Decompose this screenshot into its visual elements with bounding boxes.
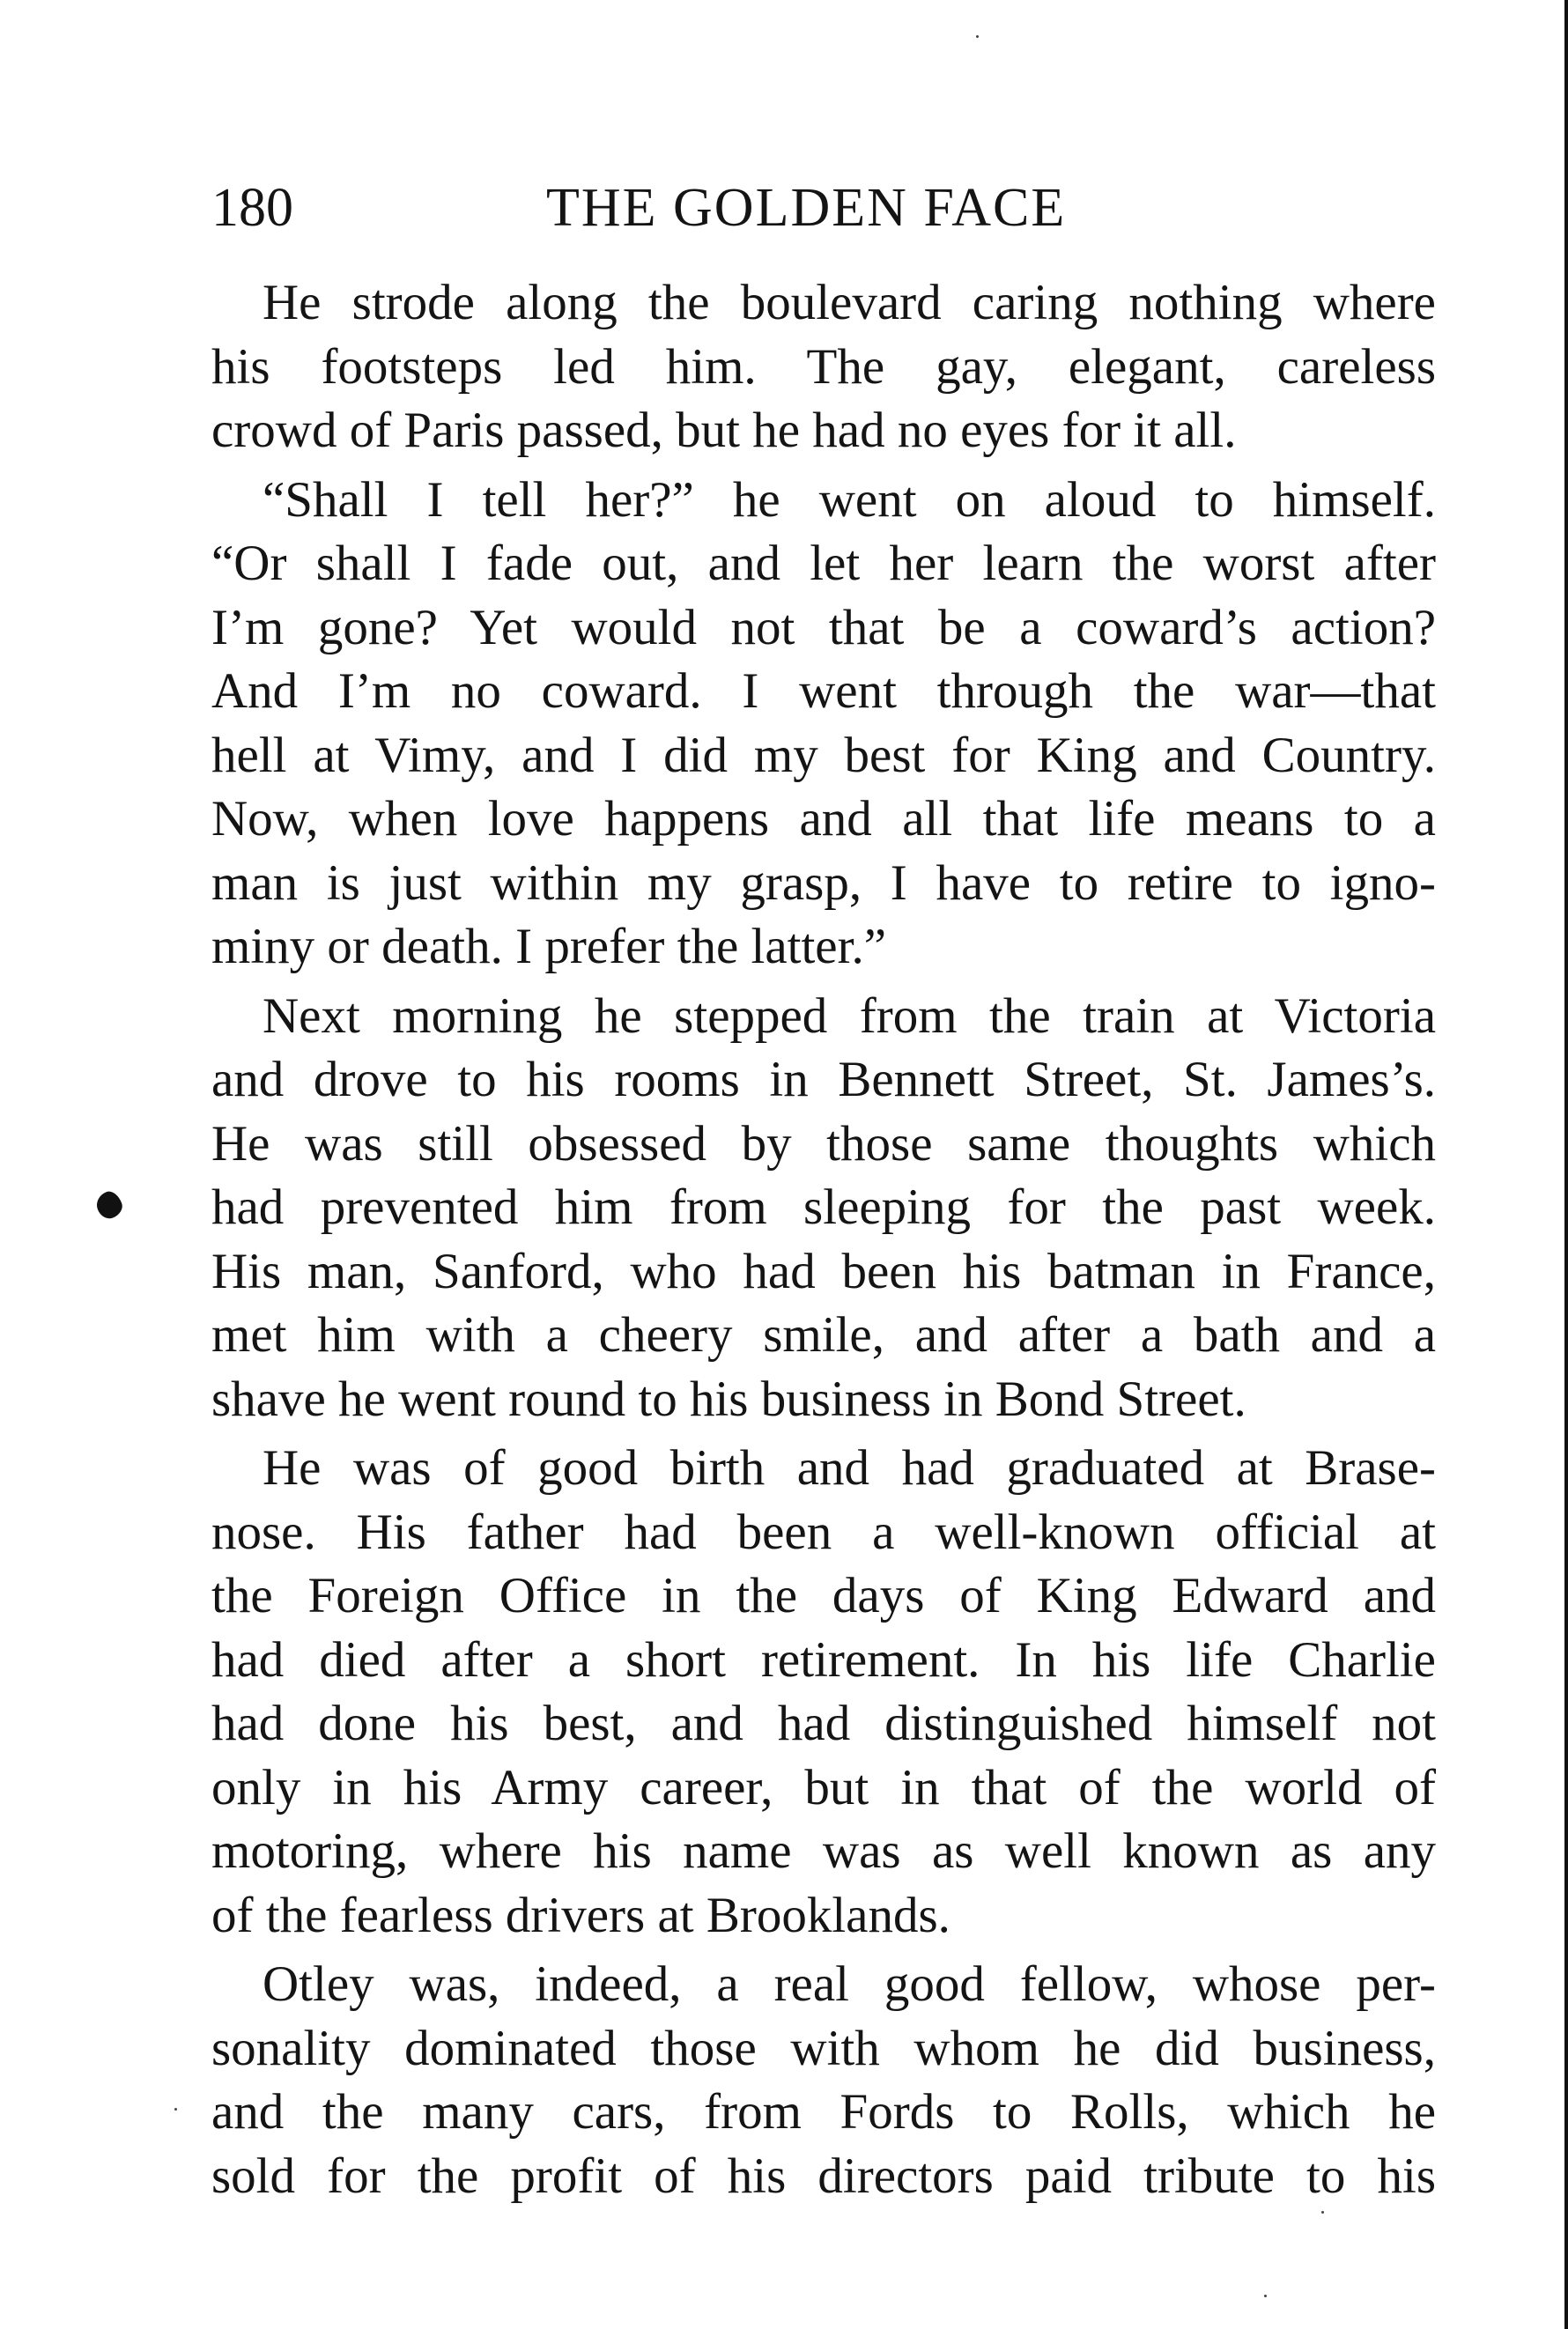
body-text <box>211 271 1436 2214</box>
text-line: nose. His father had been a well-known official at <box>211 1504 1436 1560</box>
text-line: He strode along the boulevard caring nothing where <box>263 275 1436 330</box>
text-line: and drove to his rooms in Bennett Street, St. James’s. <box>211 1052 1436 1107</box>
text-line: miny or death. I prefer the latter.” <box>211 919 886 974</box>
text-line: had died after a short retirement. In his life Charlie <box>211 1631 1436 1688</box>
text-line: of the fearless drivers at Brooklands. <box>211 1887 950 1943</box>
paper-speck <box>174 2108 177 2111</box>
paper-speck <box>976 35 979 38</box>
text-line: man is just within my grasp, I have to retire to igno- <box>211 854 1436 911</box>
text-line: I’m gone? Yet would not that be a coward’s action? <box>211 599 1436 655</box>
paper-speck <box>1264 2295 1267 2297</box>
text-line: met him with a cheery smile, and after a bath and a <box>211 1307 1436 1363</box>
text-line: had prevented him from sleeping for the past week. <box>211 1179 1436 1235</box>
text-line: “Or shall I fade out, and let her learn the worst after <box>211 536 1436 591</box>
text-line: his footsteps led him. The gay, elegant, careless <box>211 338 1436 395</box>
paragraph <box>211 469 1436 980</box>
text-line: the Foreign Office in the days of King Edward and <box>211 1568 1436 1623</box>
paragraph <box>211 985 1436 1432</box>
text-line: sold for the profit of his directors paid tribute to his <box>211 2148 1436 2204</box>
text-line: He was still obsessed by those same thoughts which <box>211 1115 1436 1172</box>
ink-blot-mark <box>93 1188 126 1222</box>
text-line: And I’m no coward. I went through the war—that <box>211 663 1436 719</box>
text-line: “Shall I tell her?” he went on aloud to himself. <box>263 471 1436 528</box>
text-line: His man, Sanford, who had been his batman in France, <box>211 1243 1436 1299</box>
paragraph <box>211 271 1436 463</box>
paragraph <box>211 1437 1436 1948</box>
paragraph <box>211 1953 1436 2208</box>
running-title: THE GOLDEN FACE <box>546 178 1067 238</box>
page-edge-line <box>1564 0 1568 2329</box>
text-line: shave he went round to his business in Bond Street. <box>211 1371 1246 1427</box>
text-line: Now, when love happens and all that life means to a <box>211 791 1436 847</box>
page-header <box>211 173 1440 243</box>
text-line: only in his Army career, but in that of the world of <box>211 1759 1436 1815</box>
text-line: He was of good birth and had graduated at Brase- <box>263 1440 1436 1496</box>
text-line: and the many cars, from Fords to Rolls, which he <box>211 2084 1436 2140</box>
text-line: Otley was, indeed, a real good fellow, whose per- <box>263 1956 1436 2012</box>
text-line: crowd of Paris passed, but he had no eyes for it all. <box>211 403 1237 458</box>
text-line: Next morning he stepped from the train at Victoria <box>263 987 1436 1044</box>
page-number: 180 <box>211 178 293 238</box>
text-line: had done his best, and had distinguished himself not <box>211 1696 1436 1751</box>
text-line: hell at Vimy, and I did my best for King and Country. <box>211 727 1436 783</box>
text-line: motoring, where his name was as well known as any <box>211 1823 1436 1879</box>
text-line: sonality dominated those with whom he did business, <box>211 2020 1436 2076</box>
